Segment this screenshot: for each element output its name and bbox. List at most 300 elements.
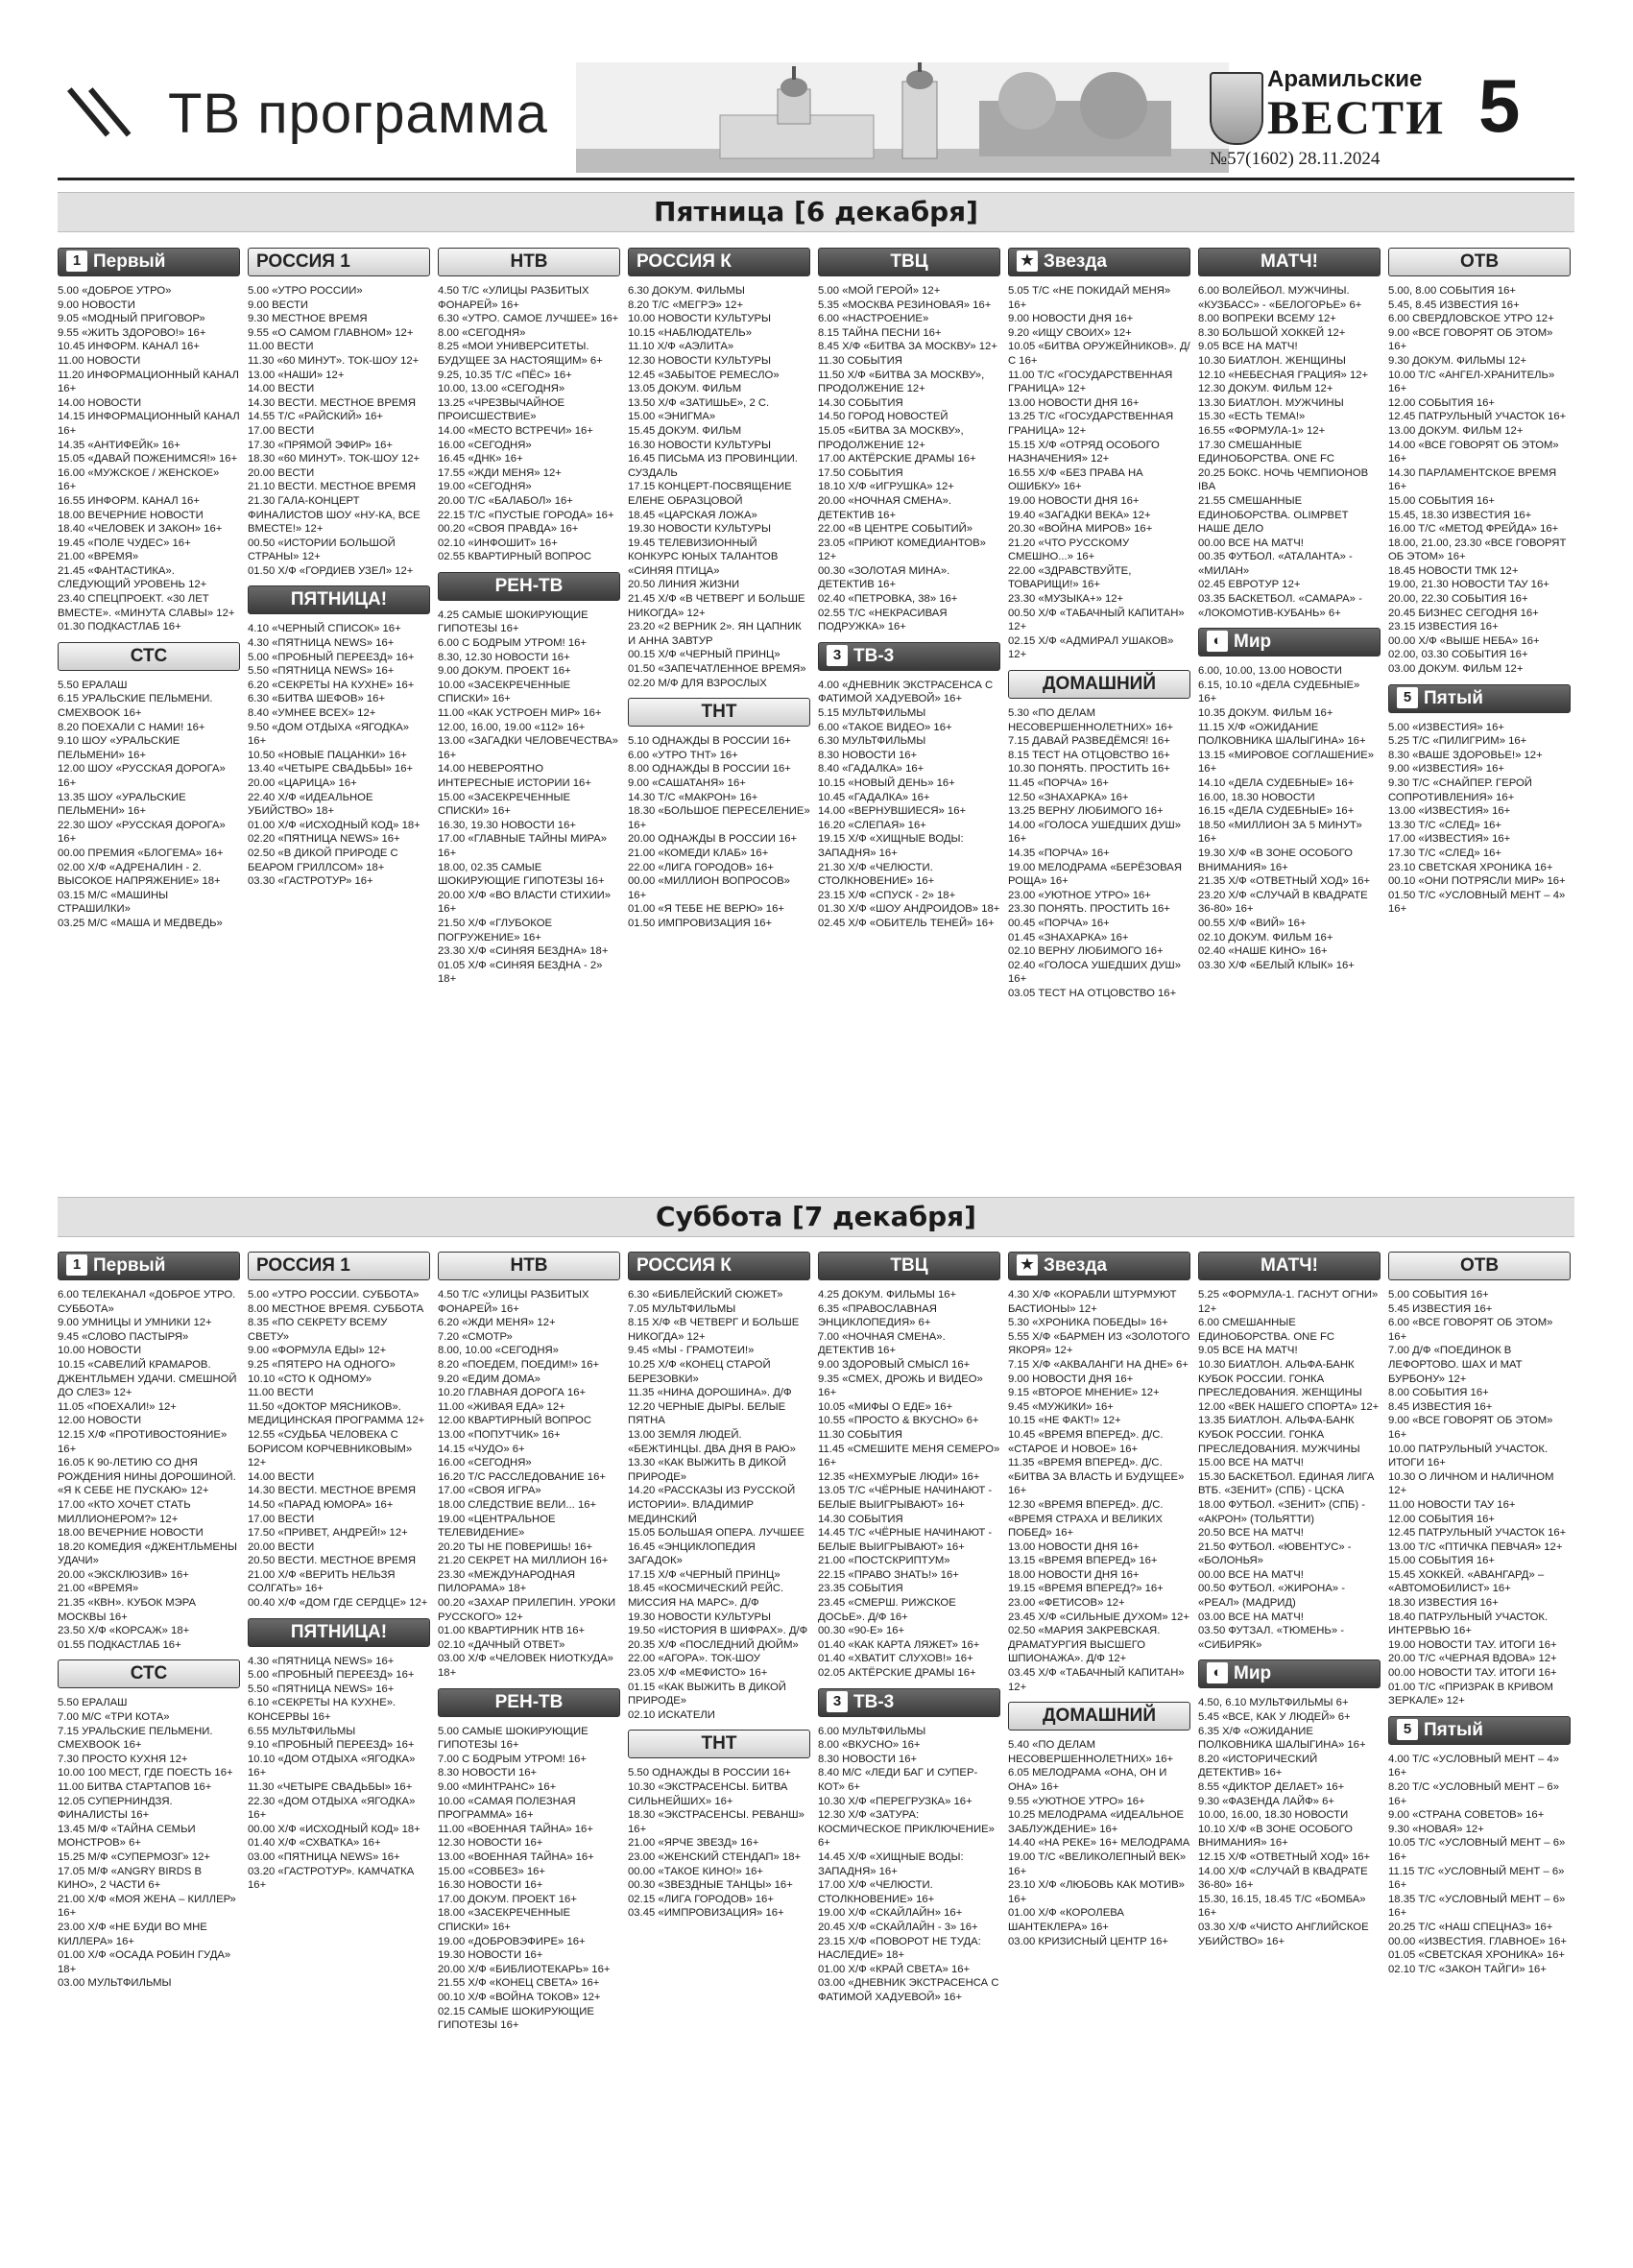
program-item: 4.00 Т/С «УСЛОВНЫЙ МЕНТ – 4» 16+ bbox=[1388, 1753, 1563, 1779]
program-item: 00.00 «ИЗВЕСТИЯ. ГЛАВНОЕ» 16+ bbox=[1388, 1935, 1567, 1947]
program-item: 13.30 БИАТЛОН. МУЖЧИНЫ bbox=[1198, 396, 1344, 409]
program-item: 17.05 М/Ф «ANGRY BIRDS В КИНО», 2 ЧАСТИ 6+ bbox=[58, 1865, 205, 1892]
program-item: 6.00 «НАСТРОЕНИЕ» bbox=[818, 313, 929, 325]
program-item: 20.50 ВЕСТИ. МЕСТНОЕ ВРЕМЯ bbox=[248, 1555, 416, 1567]
program-item: 10.15 «САВЕЛИЙ КРАМАРОВ. ДЖЕНТЛЬМЕН УДАЧИ. СМЕШНОЙ ДО СЛЕЗ» 12+ bbox=[58, 1358, 240, 1399]
program-item: 5.00 «ДОБРОЕ УТРО» bbox=[58, 285, 172, 297]
program-item: 8.55 «ДИКТОР ДЕЛАЕТ» 16+ bbox=[1198, 1781, 1345, 1793]
program-item: 13.00 НОВОСТИ ДНЯ 16+ bbox=[1008, 396, 1140, 409]
program-item: 03.00 КРИЗИСНЫЙ ЦЕНТР 16+ bbox=[1008, 1935, 1168, 1947]
program-item: 11.00 «ВОЕННАЯ ТАЙНА» 16+ bbox=[438, 1823, 593, 1835]
program-item: 11.15 Т/С «УСЛОВНЫЙ МЕНТ – 6» 16+ bbox=[1388, 1865, 1568, 1892]
mir-logo-icon: ◐ bbox=[1207, 631, 1228, 652]
program-item: 16.00 Т/С «МЕТОД ФРЕЙДА» 16+ bbox=[1388, 523, 1559, 536]
program-list bbox=[58, 1696, 240, 1990]
program-item: 21.00 «ВРЕМЯ» bbox=[58, 1583, 139, 1595]
program-item: 17.00 ВЕСТИ bbox=[248, 1513, 315, 1525]
program-item: 5.45 ИЗВЕСТИЯ 16+ bbox=[1388, 1302, 1493, 1315]
program-item: 12.30 ДОКУМ. ФИЛЬМ 12+ bbox=[1198, 383, 1333, 395]
program-item: 15.25 М/Ф «СУПЕРМОЗГ» 12+ bbox=[58, 1850, 210, 1863]
channel-header-kultura: РОССИЯ К bbox=[628, 1252, 810, 1280]
program-item: 17.15 КОНЦЕРТ-ПОСВЯЩЕНИЕ ЕЛЕНЕ ОБРАЗЦОВОЙ bbox=[628, 481, 795, 507]
program-item: 10.35 ДОКУМ. ФИЛЬМ 16+ bbox=[1198, 707, 1333, 720]
program-item: 19.30 НОВОСТИ 16+ bbox=[438, 1949, 543, 1962]
program-item: 16.30, 19.30 НОВОСТИ 16+ bbox=[438, 819, 576, 831]
channel-header-tv3: 3 ТВ-3 bbox=[818, 1688, 1000, 1717]
program-item: 16.00, 18.30 НОВОСТИ bbox=[1198, 791, 1315, 803]
program-item: 8.00 «СЕГОДНЯ» bbox=[438, 326, 526, 339]
program-item: 9.15 «ВТОРОЕ МНЕНИЕ» 12+ bbox=[1008, 1387, 1160, 1399]
program-item: 10.30 БИАТЛОН. АЛЬФА-БАНК КУБОК РОССИИ. ГОНКА ПРЕСЛЕДОВАНИЯ. ЖЕНЩИНЫ bbox=[1198, 1358, 1362, 1399]
program-item: 9.30 «НОВАЯ» 12+ bbox=[1388, 1823, 1484, 1835]
program-item: 03.00 ДОКУМ. ФИЛЬМ 12+ bbox=[1388, 663, 1524, 676]
program-item: 02.10 «ИНФОШИТ» 16+ bbox=[438, 537, 558, 549]
program-item: 17.00 «ИЗВЕСТИЯ» 16+ bbox=[1388, 833, 1511, 846]
program-item: 10.00 Т/С «АНГЕЛ-ХРАНИТЕЛЬ» 16+ bbox=[1388, 369, 1558, 395]
program-item: 18.40 ПАТРУЛЬНЫЙ УЧАСТОК. ИНТЕРВЬЮ 16+ bbox=[1388, 1611, 1551, 1637]
program-item: 6.15 УРАЛЬСКИЕ ПЕЛЬМЕНИ. СМЕХBOOK 16+ bbox=[58, 693, 216, 720]
program-item: 21.35 Х/Ф «ОТВЕТНЫЙ ХОД» 16+ bbox=[1198, 875, 1371, 888]
program-item: 02.20 М/Ф ДЛЯ ВЗРОСЛЫХ bbox=[628, 677, 767, 689]
program-item: 5.25 Т/С «ПИЛИГРИМ» 16+ bbox=[1388, 735, 1527, 748]
friday-schedule bbox=[58, 245, 1574, 1229]
program-item: 16.45 ПИСЬМА ИЗ ПРОВИНЦИИ. СУЗДАЛЬ bbox=[628, 453, 802, 479]
program-item: 16.45 «ДНК» 16+ bbox=[438, 453, 523, 466]
program-item: 14.45 Х/Ф «ХИЩНЫЕ ВОДЫ: ЗАПАДНЯ» 16+ bbox=[818, 1850, 967, 1877]
program-list bbox=[818, 679, 1000, 931]
program-item: 23.45 Х/Ф «СИЛЬНЫЕ ДУХОМ» 12+ bbox=[1008, 1611, 1189, 1623]
program-item: 01.30 Х/Ф «ШОУ АНДРОИДОВ» 18+ bbox=[818, 903, 1000, 916]
program-item: 5.30 «ПО ДЕЛАМ НЕСОВЕРШЕННОЛЕТНИХ» 16+ bbox=[1008, 707, 1174, 733]
program-item: 9.20 «ЕДИМ ДОМА» bbox=[438, 1373, 540, 1385]
program-item: 7.00 С БОДРЫМ УТРОМ! 16+ bbox=[438, 1753, 587, 1765]
program-item: 15.30 «ЕСТЬ ТЕМА!» bbox=[1198, 411, 1306, 423]
program-item: 15.30 БАСКЕТБОЛ. ЕДИНАЯ ЛИГА ВТБ. «ЗЕНИТ» (СПБ) - ЦСКА bbox=[1198, 1470, 1378, 1497]
program-item: 8.30 НОВОСТИ 16+ bbox=[818, 1753, 918, 1765]
program-item: 9.25, 10.35 Т/С «ПЁС» 16+ bbox=[438, 369, 572, 381]
program-item: 5.00 «ПРОБНЫЙ ПЕРЕЕЗД» 16+ bbox=[248, 1669, 415, 1682]
program-item: 12.30 НОВОСТИ КУЛЬТУРЫ bbox=[628, 354, 772, 367]
program-item: 9.30 ДОКУМ. ФИЛЬМЫ 12+ bbox=[1388, 354, 1527, 367]
program-item: 20.20 ТЫ НЕ ПОВЕРИШЬ! 16+ bbox=[438, 1540, 593, 1553]
program-item: 20.50 ЛИНИЯ ЖИЗНИ bbox=[628, 579, 740, 591]
program-item: 03.20 «ГАСТРОТУР». КАМЧАТКА 16+ bbox=[248, 1865, 418, 1892]
program-item: 8.30 БОЛЬШОЙ ХОККЕЙ 12+ bbox=[1198, 326, 1346, 339]
program-item: 03.35 БАСКЕТБОЛ. «САМАРА» - «ЛОКОМОТИВ-КУБАНЬ» 6+ bbox=[1198, 593, 1365, 619]
program-item: 5.00 «МОЙ ГЕРОЙ» 12+ bbox=[818, 285, 941, 297]
program-item: 14.30 Т/С «МАКРОН» 16+ bbox=[628, 791, 758, 803]
program-item: 9.45 «МУЖИКИ» 16+ bbox=[1008, 1400, 1114, 1413]
program-item: 4.00 «ДНЕВНИК ЭКСТРАСЕНСА С ФАТИМОЙ ХАДУЕВОЙ» 16+ bbox=[818, 679, 997, 705]
program-item: 14.50 ГОРОД НОВОСТЕЙ bbox=[818, 411, 949, 423]
program-item: 23.30 ПОНЯТЬ. ПРОСТИТЬ 16+ bbox=[1008, 903, 1170, 916]
column-5 bbox=[818, 1249, 1003, 2005]
program-item: 19.00 МЕЛОДРАМА «БЕРЁЗОВАЯ РОЩА» 16+ bbox=[1008, 861, 1186, 888]
channel-header-tvc: ТВЦ bbox=[818, 248, 1000, 276]
column-8 bbox=[1388, 245, 1571, 917]
program-item: 15.45 ХОККЕЙ. «АВАНГАРД» – «АВТОМОБИЛИСТ» 16+ bbox=[1388, 1568, 1548, 1595]
program-item: 03.05 ТЕСТ НА ОТЦОВСТВО 16+ bbox=[1008, 987, 1177, 999]
program-item: 18.00 ФУТБОЛ. «ЗЕНИТ» (СПБ) - «АКРОН» (ТОЛЬЯТТИ) bbox=[1198, 1498, 1369, 1525]
program-item: 23.20 «2 ВЕРНИК 2». ЯН ЦАПНИК И АННА ЗАВТУР bbox=[628, 621, 804, 647]
program-item: 23.35 СОБЫТИЯ bbox=[818, 1583, 903, 1595]
channel-header-otv: ОТВ bbox=[1388, 1252, 1571, 1280]
program-item: 12.55 «СУДЬБА ЧЕЛОВЕКА С БОРИСОМ КОРЧЕВНИКОВЫМ» 12+ bbox=[248, 1428, 416, 1469]
program-item: 12.45 ПАТРУЛЬНЫЙ УЧАСТОК 16+ bbox=[1388, 1527, 1567, 1540]
program-item: 18.00 СЛЕДСТВИЕ ВЕЛИ... 16+ bbox=[438, 1498, 597, 1511]
program-item: 5.05 Т/С «НЕ ПОКИДАЙ МЕНЯ» 16+ bbox=[1008, 285, 1174, 311]
program-item: 9.05 ВСЕ НА МАТЧ! bbox=[1198, 341, 1298, 353]
program-item: 10.05 «БИТВА ОРУЖЕЙНИКОВ». Д/С 16+ bbox=[1008, 341, 1190, 367]
program-item: 6.35 «ПРАВОСЛАВНАЯ ЭНЦИКЛОПЕДИЯ» 6+ bbox=[818, 1302, 941, 1329]
program-item: 12.00 КВАРТИРНЫЙ ВОПРОС bbox=[438, 1415, 591, 1427]
program-item: 8.40 М/С «ЛЕДИ БАГ И СУПЕР-КОТ» 6+ bbox=[818, 1767, 978, 1793]
program-item: 12.30 Х/Ф «ЗАТУРА: КОСМИЧЕСКОЕ ПРИКЛЮЧЕНИЕ» 6+ bbox=[818, 1809, 998, 1850]
program-item: 12.30 НОВОСТИ 16+ bbox=[438, 1837, 543, 1850]
program-item: 5.10 ОДНАЖДЫ В РОССИИ 16+ bbox=[628, 735, 791, 748]
program-item: 8.15 Х/Ф «В ЧЕТВЕРГ И БОЛЬШЕ НИКОГДА» 12+ bbox=[628, 1317, 803, 1343]
program-item: 19.30 НОВОСТИ КУЛЬТУРЫ bbox=[628, 523, 772, 536]
program-item: 02.20 «ПЯТНИЦА NEWS» 16+ bbox=[248, 833, 400, 846]
program-item: 19.00 «ДОБРОВЭФИРЕ» 16+ bbox=[438, 1935, 586, 1947]
program-item: 15.00 «ЭНИГМА» bbox=[628, 411, 716, 423]
program-item: 10.30 О ЛИЧНОМ И НАЛИЧНОМ 12+ bbox=[1388, 1470, 1557, 1497]
program-item: 8.20 Т/С «УСЛОВНЫЙ МЕНТ – 6» 16+ bbox=[1388, 1781, 1563, 1807]
program-item: 5.50 ЕРАЛАШ bbox=[58, 1697, 128, 1709]
program-item: 11.05 «ПОЕХАЛИ!» 12+ bbox=[58, 1400, 177, 1413]
program-item: 16.20 «СЛЕПАЯ» 16+ bbox=[818, 819, 926, 831]
program-item: 10.30 Х/Ф «ПЕРЕГРУЗКА» 16+ bbox=[818, 1795, 973, 1807]
program-item: 6.20 «СЕКРЕТЫ НА КУХНЕ» 16+ bbox=[248, 679, 415, 691]
program-item: 17.50 СОБЫТИЯ bbox=[818, 466, 903, 479]
channel-header-sts: СТС bbox=[58, 1659, 240, 1688]
program-item: 8.15 ТАЙНА ПЕСНИ 16+ bbox=[818, 326, 942, 339]
program-item: 17.55 «ЖДИ МЕНЯ» 12+ bbox=[438, 466, 562, 479]
program-item: 03.45 Х/Ф «ТАБАЧНЫЙ КАПИТАН» 12+ bbox=[1008, 1667, 1188, 1693]
program-item: 22.30 ШОУ «РУССКАЯ ДОРОГА» 16+ bbox=[58, 819, 228, 846]
program-item: 10.00 ПАТРУЛЬНЫЙ УЧАСТОК. ИТОГИ 16+ bbox=[1388, 1443, 1551, 1469]
program-item: 7.15 ДАВАЙ РАЗВЕДЁМСЯ! 16+ bbox=[1008, 735, 1170, 748]
program-item: 13.35 БИАТЛОН. АЛЬФА-БАНК КУБОК РОССИИ. ГОНКА ПРЕСЛЕДОВАНИЯ. МУЖЧИНЫ bbox=[1198, 1415, 1360, 1455]
program-item: 11.00 НОВОСТИ ТАУ 16+ bbox=[1388, 1498, 1516, 1511]
program-item: 14.00 ВЕСТИ bbox=[248, 1470, 315, 1483]
program-item: 5.40 «ПО ДЕЛАМ НЕСОВЕРШЕННОЛЕТНИХ» 16+ bbox=[1008, 1739, 1174, 1765]
program-item: 9.00 «ВСЕ ГОВОРЯТ ОБ ЭТОМ» 16+ bbox=[1388, 326, 1556, 353]
program-item: 18.30 «ЭКСТРАСЕНСЫ. РЕВАНШ» 16+ bbox=[628, 1809, 808, 1835]
program-item: 13.25 Т/С «ГОСУДАРСТВЕННАЯ ГРАНИЦА» 12+ bbox=[1008, 411, 1177, 437]
program-item: 19.00 НОВОСТИ ТАУ. ИТОГИ 16+ bbox=[1388, 1638, 1557, 1651]
program-item: 16.55 «ФОРМУЛА-1» 12+ bbox=[1198, 424, 1326, 437]
program-item: 5.50 ЕРАЛАШ bbox=[58, 679, 128, 691]
program-item: 10.00 «САМАЯ ПОЛЕЗНАЯ ПРОГРАММА» 16+ bbox=[438, 1795, 579, 1822]
program-item: 6.00 «ТАКОЕ ВИДЕО» 16+ bbox=[818, 721, 952, 733]
issue-number: №57(1602) 28.11.2024 bbox=[1210, 149, 1381, 169]
program-item: 9.35 «СМЕХ, ДРОЖЬ И ВИДЕО» 16+ bbox=[818, 1373, 986, 1399]
channel-header-ntv: НТВ bbox=[438, 248, 620, 276]
program-item: 00.10 «ОНИ ПОТРЯСЛИ МИР» 16+ bbox=[1388, 875, 1566, 888]
tv3-logo-icon: 3 bbox=[827, 1691, 848, 1712]
program-item: 9.30 Т/С «СНАЙПЕР. ГЕРОЙ СОПРОТИВЛЕНИЯ» 16+ bbox=[1388, 777, 1536, 803]
program-item: 01.05 Х/Ф «СИНЯЯ БЕЗДНА - 2» 18+ bbox=[438, 959, 606, 986]
program-item: 16.05 К 90-ЛЕТИЮ СО ДНЯ РОЖДЕНИЯ НИНЫ ДОРОШИНОЙ. «Я К СЕБЕ НЕ ПУСКАЮ» 12+ bbox=[58, 1457, 239, 1497]
program-item: 00.00 НОВОСТИ ТАУ. ИТОГИ 16+ bbox=[1388, 1667, 1557, 1680]
program-item: 8.15 ТЕСТ НА ОТЦОВСТВО 16+ bbox=[1008, 749, 1170, 761]
program-item: 23.50 Х/Ф «КОРСАЖ» 18+ bbox=[58, 1625, 190, 1637]
channel-header-pyatnica: ПЯТНИЦА! bbox=[248, 585, 430, 614]
program-item: 02.15 САМЫЕ ШОКИРУЮЩИЕ ГИПОТЕЗЫ 16+ bbox=[438, 2005, 598, 2032]
program-item: 13.00 «ПОПУТЧИК» 16+ bbox=[438, 1428, 561, 1441]
program-item: 22.40 Х/Ф «ИДЕАЛЬНОЕ УБИЙСТВО» 18+ bbox=[248, 791, 376, 818]
program-item: 10.10 «ДОМ ОТДЫХА «ЯГОДКА» 16+ bbox=[248, 1753, 419, 1779]
program-item: 15.00 СОБЫТИЯ 16+ bbox=[1388, 1555, 1495, 1567]
program-item: 20.00 ВЕСТИ bbox=[248, 466, 315, 479]
program-item: 5.00 «УТРО РОССИИ. СУББОТА» bbox=[248, 1289, 420, 1301]
program-item: 9.00 НОВОСТИ bbox=[58, 298, 135, 311]
program-item: 17.00 ВЕСТИ bbox=[248, 424, 315, 437]
program-item: 19.45 ТЕЛЕВИЗИОННЫЙ КОНКУРС ЮНЫХ ТАЛАНТОВ «СИНЯЯ ПТИЦА» bbox=[628, 537, 781, 577]
five-logo-icon: 5 bbox=[1397, 1719, 1418, 1740]
program-item: 00.00 ВСЕ НА МАТЧ! bbox=[1198, 1568, 1304, 1581]
program-item: 18.50 «МИЛЛИОН ЗА 5 МИНУТ» 16+ bbox=[1198, 819, 1365, 846]
program-item: 17.00 АКТЁРСКИЕ ДРАМЫ 16+ bbox=[818, 453, 976, 466]
program-item: 23.00 «УЮТНОЕ УТРО» 16+ bbox=[1008, 889, 1151, 901]
program-item: 8.00 СОБЫТИЯ 16+ bbox=[1388, 1387, 1489, 1399]
program-item: 8.30 «ВАШЕ ЗДОРОВЬЕ!» 12+ bbox=[1388, 749, 1543, 761]
program-item: 10.45 «ВРЕМЯ ВПЕРЕД». Д/С. «СТАРОЕ И НОВОЕ» 16+ bbox=[1008, 1428, 1166, 1455]
program-item: 01.40 «ХВАТИТ СЛУХОВ!» 16+ bbox=[818, 1653, 973, 1665]
channel-header-mir: ◐ Мир bbox=[1198, 628, 1381, 657]
program-list bbox=[1388, 721, 1571, 917]
channel-header-pyaty: 5 Пятый bbox=[1388, 1716, 1571, 1745]
program-item: 9.00 «САШАТАНЯ» 16+ bbox=[628, 777, 746, 789]
program-item: 8.30 НОВОСТИ 16+ bbox=[438, 1767, 538, 1779]
program-item: 11.30 СОБЫТИЯ bbox=[818, 354, 902, 367]
program-item: 4.50 Т/С «УЛИЦЫ РАЗБИТЫХ ФОНАРЕЙ» 16+ bbox=[438, 1289, 592, 1315]
program-item: 14.30 ВЕСТИ. МЕСТНОЕ ВРЕМЯ bbox=[248, 396, 416, 409]
program-list bbox=[248, 1655, 430, 1893]
program-item: 15.00 «ЗАСЕКРЕЧЕННЫЕ СПИСКИ» 16+ bbox=[438, 791, 574, 818]
program-item: 4.30 «ПЯТНИЦА NEWS» 16+ bbox=[248, 637, 395, 650]
program-item: 9.00 ВЕСТИ bbox=[248, 298, 308, 311]
slashes-icon bbox=[67, 91, 125, 149]
program-item: 14.00 НОВОСТИ bbox=[58, 396, 142, 409]
program-item: 13.30 Т/С «СЛЕД» 16+ bbox=[1388, 819, 1501, 831]
channel-header-otv: ОТВ bbox=[1388, 248, 1571, 276]
program-item: 23.00 «ЖЕНСКИЙ СТЕНДАП» 18+ bbox=[628, 1850, 802, 1863]
column-7 bbox=[1198, 1249, 1381, 1948]
program-item: 10.05 Т/С «УСЛОВНЫЙ МЕНТ – 6» 16+ bbox=[1388, 1837, 1569, 1863]
program-item: 23.20 Х/Ф «СЛУЧАЙ В КВАДРАТЕ 36-80» 16+ bbox=[1198, 889, 1371, 916]
program-item: 14.10 «ДЕЛА СУДЕБНЫЕ» 16+ bbox=[1198, 777, 1355, 789]
program-item: 7.15 УРАЛЬСКИЕ ПЕЛЬМЕНИ. СМЕХBOOK 16+ bbox=[58, 1725, 216, 1752]
page-title: ТВ программа bbox=[168, 83, 548, 145]
program-list bbox=[1388, 284, 1571, 677]
program-item: 02.10 ИСКАТЕЛИ bbox=[628, 1708, 715, 1721]
program-item: 8.00 ВОПРЕКИ ВСЕМУ 12+ bbox=[1198, 313, 1336, 325]
program-item: 5.30 «ХРОНИКА ПОБЕДЫ» 16+ bbox=[1008, 1317, 1168, 1329]
program-item: 21.20 «ЧТО РУССКОМУ СМЕШНО...» 16+ bbox=[1008, 537, 1133, 563]
program-item: 20.25 Т/С «НАШ СПЕЦНАЗ» 16+ bbox=[1388, 1921, 1553, 1933]
newspaper-logo bbox=[1210, 64, 1459, 170]
program-item: 8.25 «МОИ УНИВЕРСИТЕТЫ. БУДУЩЕЕ ЗА НАСТОЯЩИМ» 6+ bbox=[438, 341, 603, 367]
program-item: 6.55 МУЛЬТФИЛЬМЫ bbox=[248, 1725, 356, 1737]
program-item: 9.10 «ПРОБНЫЙ ПЕРЕЕЗД» 16+ bbox=[248, 1739, 415, 1752]
column-3 bbox=[438, 1249, 620, 2033]
program-item: 02.50 «В ДИКОЙ ПРИРОДЕ С БЕАРОМ ГРИЛЛСОМ» 18+ bbox=[248, 847, 401, 873]
program-item: 00.30 «ЗВЕЗДНЫЕ ТАНЦЫ» 16+ bbox=[628, 1879, 793, 1892]
program-item: 01.00 Х/Ф «КОРОЛЕВА ШАНТЕКЛЕРА» 16+ bbox=[1008, 1907, 1128, 1933]
program-item: 18.00 ВЕЧЕРНИЕ НОВОСТИ bbox=[58, 509, 204, 521]
program-item: 19.00 «ЦЕНТРАЛЬНОЕ ТЕЛЕВИДЕНИЕ» bbox=[438, 1513, 559, 1540]
program-item: 00.00 Х/Ф «ИСХОДНЫЙ КОД» 18+ bbox=[248, 1823, 420, 1835]
program-item: 03.30 Х/Ф «ЧИСТО АНГЛИЙСКОЕ УБИЙСТВО» 16+ bbox=[1198, 1921, 1372, 1947]
program-item: 00.00 «ТАКОЕ КИНО!» 16+ bbox=[628, 1865, 764, 1877]
program-item: 21.55 СМЕШАННЫЕ ЕДИНОБОРСТВА. OLIMPBET НАШЕ ДЕЛО bbox=[1198, 494, 1352, 536]
program-item: 13.00 НОВОСТИ ДНЯ 16+ bbox=[1008, 1540, 1140, 1553]
program-item: 02.10 ДОКУМ. ФИЛЬМ 16+ bbox=[1198, 931, 1333, 943]
program-item: 6.10 «СЕКРЕТЫ НА КУХНЕ». КОНСЕРВЫ 16+ bbox=[248, 1697, 399, 1724]
program-item: 16.00 «СЕГОДНЯ» bbox=[438, 439, 532, 451]
program-item: 20.00 ОДНАЖДЫ В РОССИИ 16+ bbox=[628, 833, 798, 846]
column-6 bbox=[1008, 1249, 1193, 1948]
program-item: 01.30 ПОДКАСТЛАБ 16+ bbox=[58, 621, 181, 633]
program-list bbox=[58, 1288, 240, 1652]
program-item: 20.25 БОКС. НОЧЬ ЧЕМПИОНОВ IBA bbox=[1198, 466, 1372, 493]
program-item: 4.25 САМЫЕ ШОКИРУЮЩИЕ ГИПОТЕЗЫ 16+ bbox=[438, 609, 591, 635]
program-item: 20.00 «ЭКСКЛЮЗИВ» 16+ bbox=[58, 1568, 189, 1581]
program-item: 18.45 «ЦАРСКАЯ ЛОЖА» bbox=[628, 509, 757, 521]
program-item: 9.45 «МЫ - ГРАМОТЕИ!» bbox=[628, 1345, 755, 1357]
column-5 bbox=[818, 245, 1000, 931]
program-item: 01.00 Х/Ф «ОСАДА РОБИН ГУДА» 18+ bbox=[58, 1949, 234, 1975]
program-item: 19.30 Х/Ф «В ЗОНЕ ОСОБОГО ВНИМАНИЯ» 16+ bbox=[1198, 847, 1357, 873]
program-item: 23.15 Х/Ф «ПОВОРОТ НЕ ТУДА: НАСЛЕДИЕ» 18+ bbox=[818, 1935, 984, 1962]
program-item: 21.00 «ЯРЧЕ ЗВЕЗД» 16+ bbox=[628, 1837, 759, 1850]
program-item: 11.00 БИТВА СТАРТАПОВ 16+ bbox=[58, 1781, 212, 1793]
program-item: 11.35 «ВРЕМЯ ВПЕРЕД». Д/С. «БИТВА ЗА ВЛАСТЬ И БУДУЩЕЕ» 16+ bbox=[1008, 1457, 1188, 1497]
program-item: 21.45 «ФАНТАСТИКА». СЛЕДУЮЩИЙ УРОВЕНЬ 12+ bbox=[58, 564, 207, 591]
channel-header-ntv: НТВ bbox=[438, 1252, 620, 1280]
program-list bbox=[438, 1288, 620, 1681]
channel-header-domashny: ДОМАШНИЙ bbox=[1008, 1702, 1190, 1731]
program-item: 01.50 ИМПРОВИЗАЦИЯ 16+ bbox=[628, 917, 773, 929]
program-item: 21.30 Х/Ф «ЧЕЛЮСТИ. СТОЛКНОВЕНИЕ» 16+ bbox=[818, 861, 936, 888]
program-item: 8.00 «ВКУСНО» 16+ bbox=[818, 1739, 921, 1752]
program-item: 9.30 МЕСТНОЕ ВРЕМЯ bbox=[248, 313, 368, 325]
program-item: 11.00 «КАК УСТРОЕН МИР» 16+ bbox=[438, 707, 602, 720]
program-list bbox=[438, 609, 620, 987]
program-item: 18.30 «60 МИНУТ». ТОК-ШОУ 12+ bbox=[248, 453, 420, 466]
program-item: 5.25 «ФОРМУЛА-1. ГАСНУТ ОГНИ» 12+ bbox=[1198, 1289, 1381, 1315]
program-item: 19.30 НОВОСТИ КУЛЬТУРЫ bbox=[628, 1611, 772, 1623]
program-item: 14.00 ВЕСТИ bbox=[248, 383, 315, 395]
program-item: 19.00 НОВОСТИ ДНЯ 16+ bbox=[1008, 494, 1140, 507]
program-item: 6.00 СМЕШАННЫЕ ЕДИНОБОРСТВА. ONE FC bbox=[1198, 1317, 1335, 1343]
column-4 bbox=[628, 1249, 810, 1921]
program-item: 11.45 «ПОРЧА» 16+ bbox=[1008, 777, 1109, 789]
program-item: 02.50 «МАРИЯ ЗАКРЕВСКАЯ. ДРАМАТУРГИЯ ВЫСШЕГО ШПИОНАЖА». Д/Ф 12+ bbox=[1008, 1625, 1164, 1665]
program-item: 03.25 М/С «МАША И МЕДВЕДЬ» bbox=[58, 917, 223, 929]
program-item: 23.40 СПЕЦПРОЕКТ. «30 ЛЕТ ВМЕСТЕ». «МИНУТА СЛАВЫ» 12+ bbox=[58, 593, 235, 619]
program-item: 16.20 Т/С РАССЛЕДОВАНИЕ 16+ bbox=[438, 1470, 606, 1483]
program-item: 12.45 «ЗАБЫТОЕ РЕМЕСЛО» bbox=[628, 369, 780, 381]
program-item: 11.00 ВЕСТИ bbox=[248, 1387, 314, 1399]
program-item: 19.00 «СЕГОДНЯ» bbox=[438, 481, 532, 493]
program-item: 13.05 ДОКУМ. ФИЛЬМ bbox=[628, 383, 742, 395]
program-item: 17.00 «КТО ХОЧЕТ СТАТЬ МИЛЛИОНЕРОМ?» 12+ bbox=[58, 1498, 194, 1525]
program-item: 8.40 «ГАДАЛКА» 16+ bbox=[818, 763, 925, 776]
channel-header-tnt: ТНТ bbox=[628, 1730, 810, 1758]
program-item: 13.00 ЗЕМЛЯ ЛЮДЕЙ. «БЕЖТИНЦЫ. ДВА ДНЯ В РАЮ» bbox=[628, 1428, 796, 1455]
program-item: 12.05 СУПЕРНИНДЗЯ. ФИНАЛИСТЫ 16+ bbox=[58, 1795, 176, 1822]
saturday-schedule bbox=[58, 1249, 1574, 2237]
program-item: 03.00 «ДНЕВНИК ЭКСТРАСЕНСА С ФАТИМОЙ ХАДУЕВОЙ» 16+ bbox=[818, 1977, 1002, 2003]
program-item: 00.15 Х/Ф «ЧЕРНЫЙ ПРИНЦ» bbox=[628, 649, 780, 661]
program-item: 21.00 «КОМЕДИ КЛАБ» 16+ bbox=[628, 847, 769, 859]
program-item: 21.00 Х/Ф «ВЕРИТЬ НЕЛЬЗЯ СОЛГАТЬ» 16+ bbox=[248, 1568, 398, 1595]
program-item: 14.15 «ЧУДО» 6+ bbox=[438, 1443, 525, 1455]
program-item: 14.35 «ПОРЧА» 16+ bbox=[1008, 847, 1110, 859]
program-item: 20.00 «ЦАРИЦА» 16+ bbox=[248, 777, 357, 789]
program-item: 13.05 Т/С «ЧЁРНЫЕ НАЧИНАЮТ - БЕЛЫЕ ВЫИГРЫВАЮТ» 16+ bbox=[818, 1485, 996, 1511]
program-item: 21.10 ВЕСТИ. МЕСТНОЕ ВРЕМЯ bbox=[248, 481, 416, 493]
program-item: 02.10 «ДАЧНЫЙ ОТВЕТ» bbox=[438, 1638, 565, 1651]
program-item: 11.15 Х/Ф «ОЖИДАНИЕ ПОЛКОВНИКА ШАЛЫГИНА» 16+ bbox=[1198, 721, 1366, 748]
program-item: 22.00 «ЛИГА ГОРОДОВ» 16+ bbox=[628, 861, 774, 873]
program-item: 16.55 ИНФОРМ. КАНАЛ 16+ bbox=[58, 494, 200, 507]
program-item: 9.20 «ИЩУ СВОИХ» 12+ bbox=[1008, 326, 1132, 339]
program-list bbox=[628, 734, 813, 930]
channel-header-rentv: РЕН-ТВ bbox=[438, 572, 620, 601]
program-item: 14.20 «РАССКАЗЫ ИЗ РУССКОЙ ИСТОРИИ». ВЛАДИМИР МЕДИНСКИЙ bbox=[628, 1485, 799, 1525]
program-item: 10.10 «СТО К ОДНОМУ» bbox=[248, 1373, 372, 1385]
channel-header-match: МАТЧ! bbox=[1198, 248, 1381, 276]
program-item: 6.20 «ЖДИ МЕНЯ» 12+ bbox=[438, 1317, 556, 1329]
program-list bbox=[1388, 1288, 1571, 1708]
program-item: 13.00 «НАШИ» 12+ bbox=[248, 369, 345, 381]
program-item: 03.00 ВСЕ НА МАТЧ! bbox=[1198, 1611, 1304, 1623]
program-item: 03.00 Х/Ф «ЧЕЛОВЕК НИОТКУДА» 18+ bbox=[438, 1653, 617, 1680]
program-item: 5.45 «ВСЕ, КАК У ЛЮДЕЙ» 6+ bbox=[1198, 1711, 1351, 1724]
channel-header-russia1: РОССИЯ 1 bbox=[248, 248, 430, 276]
program-item: 10.15 «НЕ ФАКТ!» 12+ bbox=[1008, 1415, 1121, 1427]
channel-header-tvc: ТВЦ bbox=[818, 1252, 1000, 1280]
program-item: 12.20 ЧЕРНЫЕ ДЫРЫ. БЕЛЫЕ ПЯТНА bbox=[628, 1400, 789, 1427]
program-item: 6.00 ВОЛЕЙБОЛ. МУЖЧИНЫ. «КУЗБАСС» - «БЕЛОГОРЬЕ» 6+ bbox=[1198, 285, 1362, 311]
program-item: 11.00 Т/С «ГОСУДАРСТВЕННАЯ ГРАНИЦА» 12+ bbox=[1008, 369, 1176, 395]
program-list bbox=[58, 679, 240, 931]
program-item: 10.45 «ГАДАЛКА» 16+ bbox=[818, 791, 930, 803]
program-list bbox=[1008, 1738, 1190, 1948]
program-item: 21.55 Х/Ф «КОНЕЦ СВЕТА» 16+ bbox=[438, 1977, 600, 1990]
program-item: 11.00 НОВОСТИ bbox=[58, 354, 141, 367]
program-item: 13.00 ДОКУМ. ФИЛЬМ 12+ bbox=[1388, 424, 1524, 437]
program-item: 18.35 Т/С «УСЛОВНЫЙ МЕНТ – 6» 16+ bbox=[1388, 1893, 1569, 1920]
program-item: 6.00 МУЛЬТФИЛЬМЫ bbox=[818, 1725, 926, 1737]
program-item: 18.30 «БОЛЬШОЕ ПЕРЕСЕЛЕНИЕ» 16+ bbox=[628, 805, 813, 831]
program-list bbox=[1008, 706, 1190, 1000]
program-item: 10.25 МЕЛОДРАМА «ИДЕАЛЬНОЕ ЗАБЛУЖДЕНИЕ» 16+ bbox=[1008, 1809, 1188, 1835]
day-header-saturday: Суббота [7 декабря] bbox=[58, 1197, 1574, 1237]
program-item: 11.35 «НИНА ДОРОШИНА». Д/Ф bbox=[628, 1387, 792, 1399]
program-item: 14.30 ПАРЛАМЕНТСКОЕ ВРЕМЯ 16+ bbox=[1388, 466, 1560, 493]
program-item: 10.00, 13.00 «СЕГОДНЯ» bbox=[438, 383, 565, 395]
program-item: 11.00 «ЖИВАЯ ЕДА» 12+ bbox=[438, 1400, 565, 1413]
program-item: 02.40 «ПЕТРОВКА, 38» 16+ bbox=[818, 593, 958, 606]
program-item: 19.00 Т/С «ВЕЛИКОЛЕПНЫЙ ВЕК» 16+ bbox=[1008, 1850, 1189, 1877]
program-item: 12.15 Х/Ф «ОТВЕТНЫЙ ХОД» 16+ bbox=[1198, 1850, 1371, 1863]
program-item: 00.00 ВСЕ НА МАТЧ! bbox=[1198, 537, 1304, 549]
